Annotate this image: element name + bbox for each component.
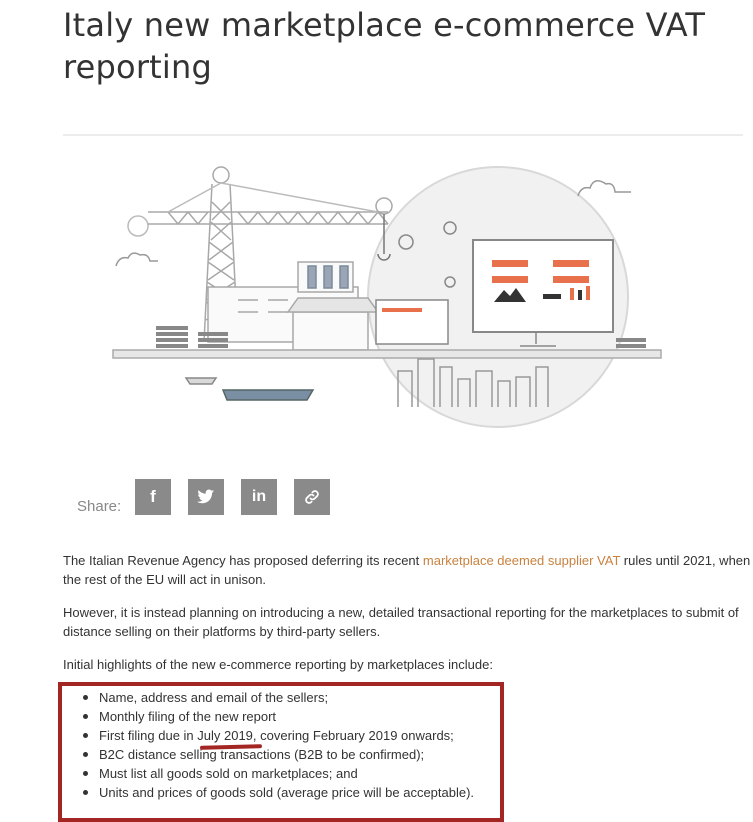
ground bbox=[113, 350, 661, 358]
copy-link-button[interactable] bbox=[294, 479, 330, 515]
link-icon bbox=[303, 488, 321, 506]
title-divider bbox=[63, 134, 743, 136]
paragraph-plan: However, it is instead planning on introducing a new, detailed transactional reporting for the marketplaces to submit of distance selling on their platforms by third-party sellers. bbox=[63, 605, 739, 639]
list-item: Units and prices of goods sold (average price will be acceptable). bbox=[80, 783, 474, 802]
paragraph-intro: The Italian Revenue Agency has proposed deferring its recent marketplace deemed supplier VAT rules until 2021, when the rest of the EU will act in unison. bbox=[63, 553, 751, 587]
list-item: Name, address and email of the sellers; bbox=[80, 688, 474, 707]
facebook-icon: f bbox=[150, 487, 156, 506]
container-ship bbox=[223, 390, 313, 400]
crane-jib bbox=[148, 212, 388, 224]
monitor-large bbox=[473, 240, 613, 332]
linkedin-share-button[interactable] bbox=[241, 479, 277, 515]
cloud-right bbox=[578, 181, 631, 196]
twitter-icon bbox=[197, 489, 215, 505]
twitter-share-button[interactable] bbox=[188, 479, 224, 515]
linkedin-icon: in bbox=[251, 488, 267, 505]
highlights-list bbox=[80, 688, 474, 802]
share-label: Share: bbox=[77, 498, 122, 515]
facebook-share-button[interactable] bbox=[135, 479, 171, 515]
cloud-left bbox=[116, 253, 158, 266]
list-item: Monthly filing of the new report bbox=[80, 707, 474, 726]
list-item: First filing due in July 2019, covering February 2019 onwards; bbox=[80, 726, 474, 745]
article-title: Italy new marketplace e-commerce VAT reporting bbox=[63, 6, 706, 86]
paragraph-highlights-intro: Initial highlights of the new e-commerce reporting by marketplaces include: bbox=[63, 657, 493, 672]
boat-small bbox=[186, 378, 216, 384]
list-item: Must list all goods sold on marketplaces; and bbox=[80, 764, 474, 783]
share-bar bbox=[77, 479, 377, 515]
hero-illustration bbox=[108, 162, 668, 432]
marketplace-vat-link[interactable]: marketplace deemed supplier VAT bbox=[422, 553, 621, 568]
monitor-small bbox=[376, 300, 448, 344]
list-item: B2C distance selling transactions (B2B to be confirmed); bbox=[80, 745, 474, 764]
clock-icon bbox=[128, 216, 148, 236]
